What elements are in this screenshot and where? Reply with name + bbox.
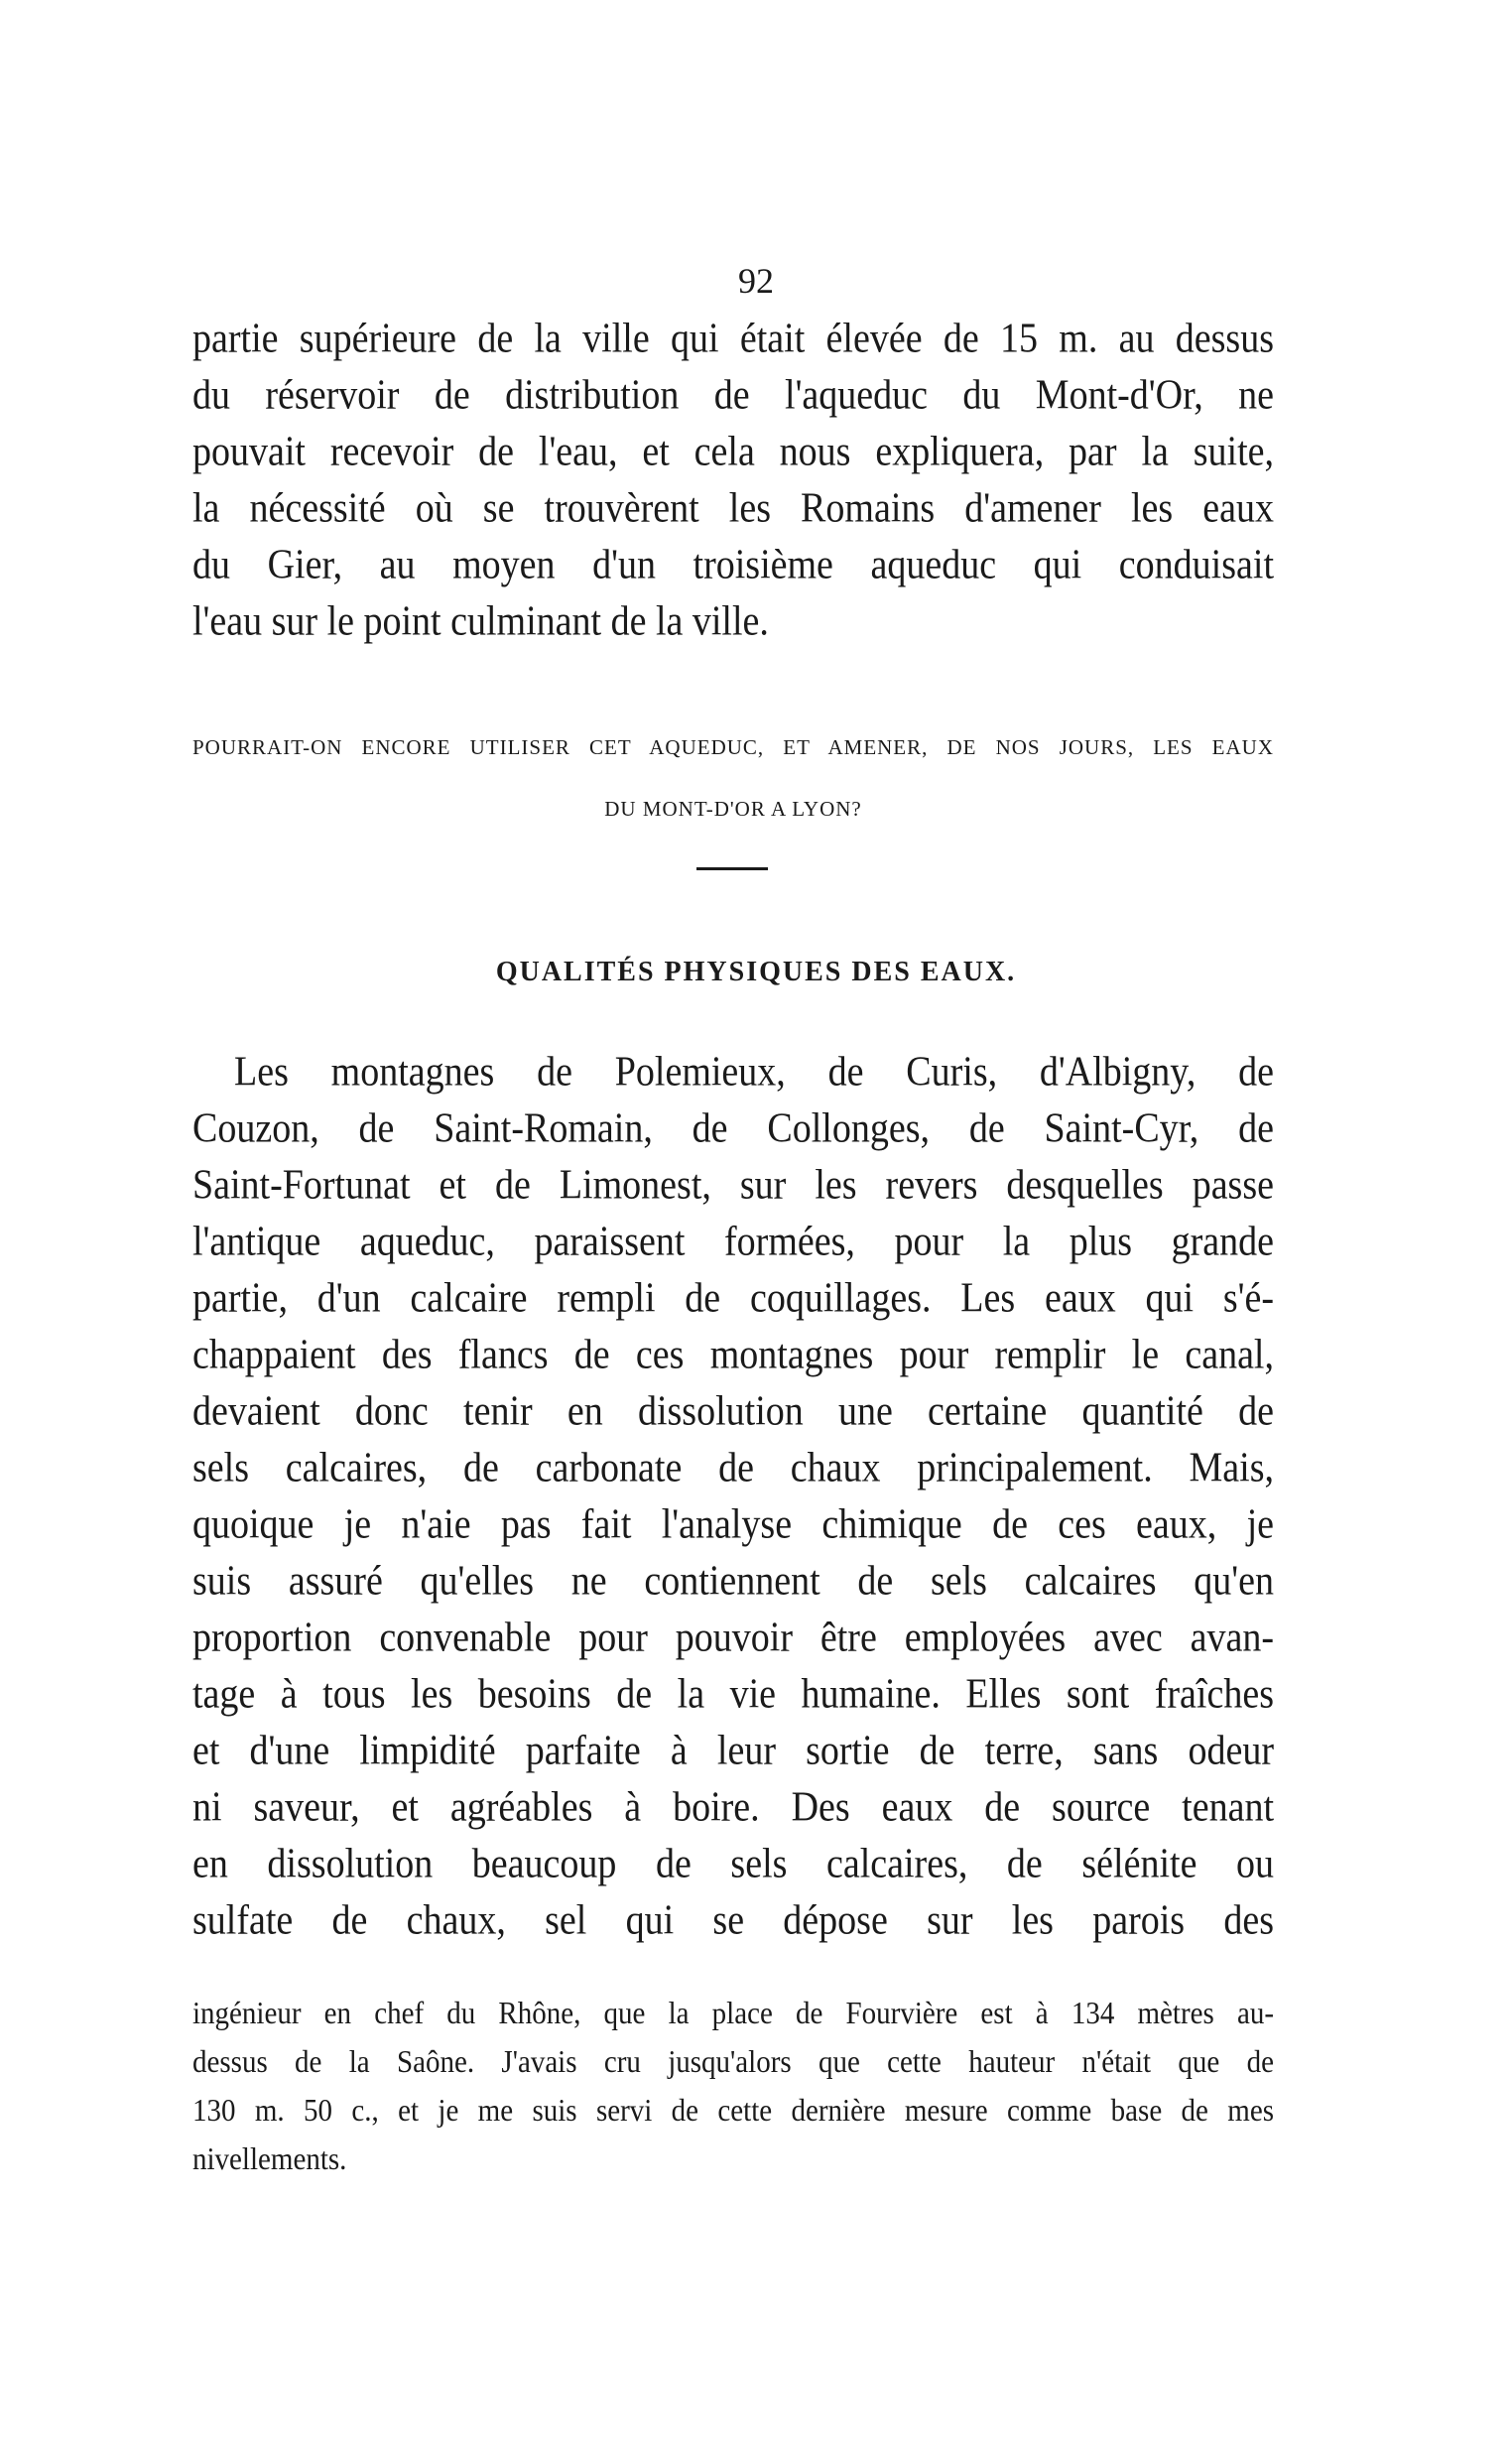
paragraph-1 (192, 311, 1274, 650)
paragraph-2 (192, 1044, 1274, 1949)
section-divider (696, 867, 768, 870)
page-number: 92 (738, 261, 774, 301)
paragraph2-line: sels calcaires, de carbonate de chaux principalement. Mais, (192, 1444, 1274, 1491)
paragraph2-line: ni saveur, et agréables à boire. Des eaux de source tenant (192, 1783, 1274, 1831)
paragraph2-line: et d'une limpidité parfaite à leur sortie de terre, sans odeur (192, 1727, 1274, 1774)
footnote (192, 1990, 1274, 2184)
paragraph2-line: Couzon, de Saint-Romain, de Collonges, de Saint-Cyr, de (192, 1104, 1274, 1152)
footnote-line: dessus de la Saône. J'avais cru jusqu'alors que cette hauteur n'était que de (192, 2044, 1274, 2080)
paragraph2-line: proportion convenable pour pouvoir être employées avec avan- (192, 1614, 1274, 1661)
footnote-line: 130 m. 50 c., et je me suis servi de cette dernière mesure comme base de mes (192, 2093, 1274, 2129)
paragraph1-line: pouvait recevoir de l'eau, et cela nous expliquera, par la suite, (192, 428, 1274, 475)
paragraph2-line: Les montagnes de Polemieux, de Curis, d'Albigny, de (234, 1048, 1274, 1096)
question-heading-line-2: DU MONT-D'OR A LYON? (604, 797, 862, 821)
paragraph2-line: chappaient des flancs de ces montagnes pour remplir le canal, (192, 1331, 1274, 1378)
footnote-line: ingénieur en chef du Rhône, que la place de Fourvière est à 134 mètres au- (192, 1996, 1274, 2031)
paragraph1-line: la nécessité où se trouvèrent les Romains d'amener les eaux (192, 484, 1274, 532)
paragraph2-line: suis assuré qu'elles ne contiennent de sels calcaires qu'en (192, 1557, 1274, 1605)
footnote-line: nivellements. (192, 2141, 347, 2177)
question-heading (192, 716, 1274, 840)
paragraph2-line: quoique je n'aie pas fait l'analyse chimique de ces eaux, je (192, 1500, 1274, 1548)
paragraph1-line: du Gier, au moyen d'un troisième aqueduc qui conduisait (192, 541, 1274, 588)
section-title: QUALITÉS PHYSIQUES DES EAUX. (495, 957, 1017, 987)
paragraph2-line: sulfate de chaux, sel qui se dépose sur les parois des (192, 1896, 1274, 1944)
paragraph2-line: partie, d'un calcaire rempli de coquillages. Les eaux qui s'é- (192, 1274, 1274, 1322)
paragraph2-line: devaient donc tenir en dissolution une certaine quantité de (192, 1387, 1274, 1435)
paragraph1-line: du réservoir de distribution de l'aqueduc du Mont-d'Or, ne (192, 371, 1274, 419)
paragraph1-line: l'eau sur le point culminant de la ville. (192, 597, 769, 645)
question-heading-line-1: POURRAIT-ON ENCORE UTILISER CET AQUEDUC, ET AMENER, DE NOS JOURS, LES EAUX (192, 735, 1274, 759)
paragraph2-line: Saint-Fortunat et de Limonest, sur les revers desquelles passe (192, 1161, 1274, 1209)
paragraph2-line: l'antique aqueduc, paraissent formées, pour la plus grande (192, 1218, 1274, 1265)
paragraph2-line: tage à tous les besoins de la vie humaine. Elles sont fraîches (192, 1670, 1274, 1718)
paragraph2-line: en dissolution beaucoup de sels calcaires, de sélénite ou (192, 1840, 1274, 1887)
paragraph1-line: partie supérieure de la ville qui était élevée de 15 m. au dessus (192, 315, 1274, 362)
